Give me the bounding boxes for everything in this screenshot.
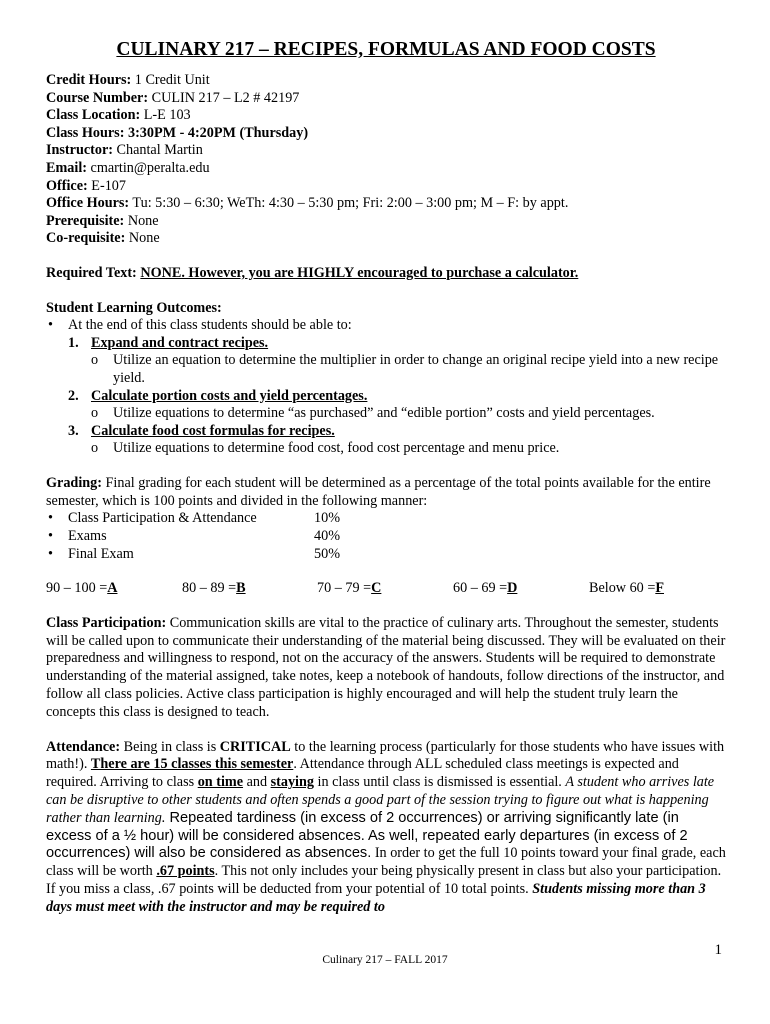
outcome-sub-2: o Utilize equations to determine “as purchased” and “edible portion” costs and yield percentages. bbox=[91, 405, 655, 422]
bullet-icon: • bbox=[48, 545, 53, 562]
grade-scale-b: 80 – 89 =B bbox=[182, 580, 246, 597]
info-office: Office: E-107 bbox=[46, 177, 126, 194]
grade-scale-d: 60 – 69 =D bbox=[453, 580, 518, 597]
info-credit-hours: Credit Hours: 1 Credit Unit bbox=[46, 72, 210, 88]
info-office-hours: Office Hours: Tu: 5:30 – 6:30; WeTh: 4:30 – 5:30 pm; Fri: 2:00 – 3:00 pm; M – F: by appt. bbox=[46, 195, 569, 212]
outcomes-heading: Student Learning Outcomes: bbox=[46, 299, 222, 316]
grading-paragraph: Grading: Final grading for each student will be determined as a percentage of the total points available for the entire semester, which is 100 points and divided in the following manner: bbox=[46, 474, 711, 509]
bullet-icon: • bbox=[48, 317, 53, 334]
grading-item: • Class Participation & Attendance 10% bbox=[48, 510, 341, 527]
page-footer: Culinary 217 – FALL 2017 bbox=[322, 954, 448, 966]
bullet-icon: • bbox=[48, 528, 53, 545]
grading-item: • Exams 40% bbox=[48, 528, 341, 545]
required-text: Required Text: NONE. However, you are HIGHLY encouraged to purchase a calculator. bbox=[46, 264, 579, 281]
circle-bullet-icon: o bbox=[91, 405, 99, 422]
circle-bullet-icon: o bbox=[91, 440, 99, 457]
course-info bbox=[46, 72, 726, 248]
info-class-hours: Class Hours: 3:30PM - 4:20PM (Thursday) bbox=[46, 124, 309, 141]
attendance-paragraph: Attendance: Being in class is CRITICAL to the learning process (particularly for those students who have issues with math!). There are 15 classes this semester. Attendance through ALL scheduled class meetings is expected and required. Arriving to class on time and staying in class until class is dismissed is essential. A student who arrives late can be disruptive to other students and often spends a good part of the session trying to figure out what is happening rather than learning. Repeated tardiness (in excess of 2 occurrences) or arriving significantly late (in excess of a ½ hour) will be considered absences. As well, repeated early departures (in excess of 2 occurrences) will also be considered as absences. In order to get the full 10 points toward your final grade, each class will be worth .67 points. This not only includes your being physically present in class but also your participation. If you miss a class, .67 points will be deducted from your potential of 10 total points. Students missing more than 3 days must meet with the instructor and may be required to bbox=[46, 738, 726, 915]
info-instructor: Instructor: Chantal Martin bbox=[46, 142, 203, 159]
grading-item: • Final Exam 50% bbox=[48, 545, 341, 562]
outcomes-intro: • At the end of this class students should be able to: bbox=[48, 317, 352, 334]
outcome-item-3: 3. Calculate food cost formulas for recipes. bbox=[68, 422, 335, 439]
info-class-location: Class Location: L-E 103 bbox=[46, 107, 191, 124]
participation-paragraph: Class Participation: Communication skills are vital to the practice of culinary arts. Throughout the semester, students will be called upon to communicate their understanding of the material being discussed. They will be evaluated on their preparedness and willingness to respond, not on the accuracy of the answers. Students will be required to demonstrate understanding of the material assigned, take notes, keep a notebook of handouts, follow directions of the instructor, and follow all class policies. Active class participation is highly encouraged and will help the student truly learn the concepts this class is designed to teach. bbox=[46, 614, 726, 720]
info-prerequisite: Prerequisite: None bbox=[46, 212, 159, 229]
document-page bbox=[46, 38, 726, 917]
grade-scale-f: Below 60 =F bbox=[589, 580, 664, 597]
info-corequisite: Co-requisite: None bbox=[46, 230, 160, 247]
circle-bullet-icon: o bbox=[91, 352, 99, 369]
page-number: 1 bbox=[714, 942, 722, 958]
outcome-sub-3: o Utilize equations to determine food cost, food cost percentage and menu price. bbox=[91, 440, 560, 457]
document-title: CULINARY 217 – RECIPES, FORMULAS AND FOOD COSTS bbox=[116, 39, 656, 60]
outcome-item-1: 1. Expand and contract recipes. bbox=[68, 334, 269, 351]
grade-scale-a: 90 – 100 =A bbox=[46, 580, 118, 597]
info-email: Email: cmartin@peralta.edu bbox=[46, 159, 210, 176]
info-course-number: Course Number: CULIN 217 – L2 # 42197 bbox=[46, 89, 300, 106]
bullet-icon: • bbox=[48, 510, 53, 527]
grade-scale bbox=[46, 580, 726, 598]
outcome-item-2: 2. Calculate portion costs and yield percentages. bbox=[68, 387, 368, 404]
outcome-sub-1: o Utilize an equation to determine the multiplier in order to change an original recipe yield into a new recipe yield. bbox=[91, 352, 719, 386]
grade-scale-c: 70 – 79 =C bbox=[317, 580, 382, 597]
